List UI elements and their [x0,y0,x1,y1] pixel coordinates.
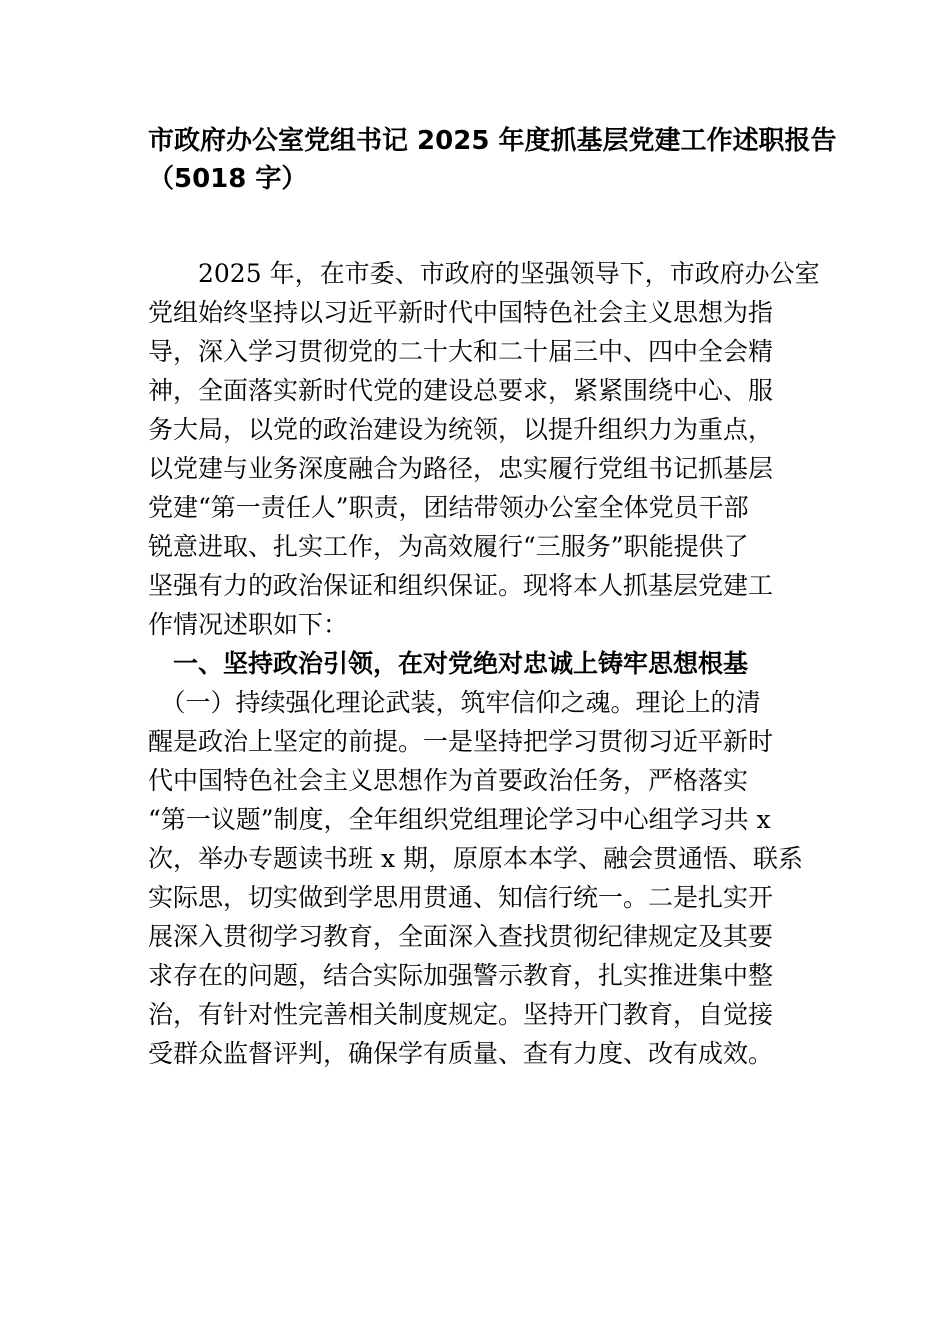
paragraph-line: 醒是政治上坚定的前提。一是坚持把学习贯彻习近平新时 [148,727,774,756]
document-body [148,254,820,1073]
paragraph-line: 务大局，以党的政治建设为统领，以提升组织力为重点， [148,415,774,444]
paragraph-line: 以党建与业务深度融合为路径，忠实履行党组书记抓基层 [148,454,774,483]
paragraph-line: 展深入贯彻学习教育，全面深入查找贯彻纪律规定及其要 [148,922,774,951]
paragraph-line: “第一议题”制度，全年组织党组理论学习中心组学习共 x [148,805,771,834]
paragraph-line: 神，全面落实新时代党的建设总要求，紧紧围绕中心、服 [148,376,774,405]
section-heading: 一、坚持政治引领，在对党绝对忠诚上铸牢思想根基 [148,649,749,678]
paragraph-line: 党组始终坚持以习近平新时代中国特色社会主义思想为指 [148,298,774,327]
paragraph-line: 党建“第一责任人”职责，团结带领办公室全体党员干部 [148,493,749,522]
title-line: （5018 字） [148,164,308,194]
paragraph-line: 2025 年，在市委、市政府的坚强领导下，市政府办公室 [148,259,820,288]
paragraph-line: 受群众监督评判，确保学有质量、查有力度、改有成效。 [148,1039,774,1068]
paragraph-line: 坚强有力的政治保证和组织保证。现将本人抓基层党建工 [148,571,774,600]
paragraph-line: 求存在的问题，结合实际加强警示教育，扎实推进集中整 [148,961,774,990]
paragraph-line: 导，深入学习贯彻党的二十大和二十届三中、四中全会精 [148,337,774,366]
section-paragraph [148,683,808,1073]
intro-paragraph [148,254,820,644]
title-line: 市政府办公室党组书记 2025 年度抓基层党建工作述职报告 [148,126,837,156]
paragraph-line: 锐意进取、扎实工作，为高效履行“三服务”职能提供了 [148,532,749,561]
paragraph-line: 实际思，切实做到学思用贯通、知信行统一。二是扎实开 [148,883,774,912]
paragraph-line: 作情况述职如下： [148,610,349,639]
paragraph-line: 次，举办专题读书班 x 期，原原本本学、融会贯通悟、联系 [148,844,803,873]
paragraph-line: （一）持续强化理论武装，筑牢信仰之魂。理论上的清 [148,688,761,717]
paragraph-line: 代中国特色社会主义思想作为首要政治任务，严格落实 [148,766,749,795]
paragraph-line: 治，有针对性完善相关制度规定。坚持开门教育，自觉接 [148,1000,774,1029]
document-title [148,122,837,198]
